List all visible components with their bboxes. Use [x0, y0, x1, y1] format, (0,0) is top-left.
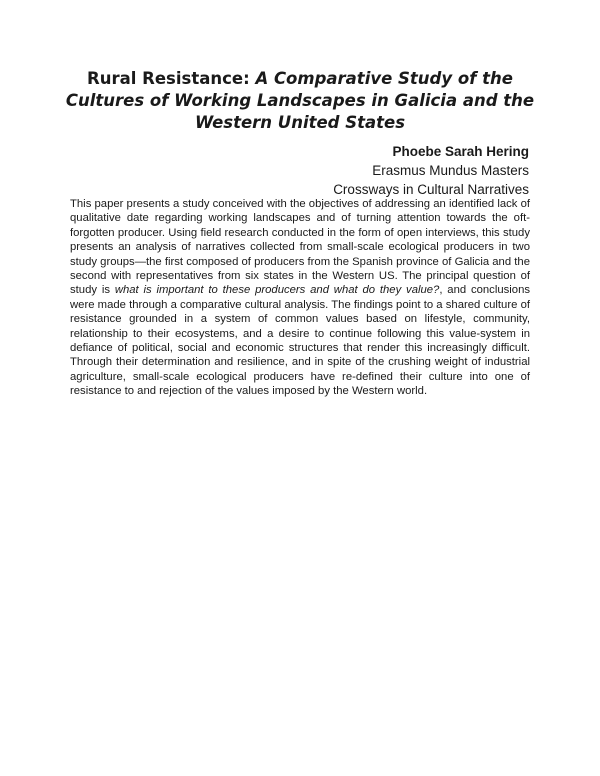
author-name: Phoebe Sarah Hering — [392, 144, 529, 159]
author-track: Crossways in Cultural Narratives — [333, 182, 529, 197]
abstract-paragraph — [70, 197, 530, 399]
abstract-research-question: what is important to these producers and what do they value? — [114, 284, 440, 297]
title-lead: Rural Resistance: — [87, 69, 256, 88]
author-block — [333, 142, 529, 199]
title-subtitle: A Comparative Study of the Cultures of Working Landscapes in Galicia and the Western United States — [65, 69, 535, 132]
abstract-text-part1: This paper presents a study conceived with the objectives of addressing an identified lack of qualitative date regarding working landscapes and of turning attention towards the oft-forgotten producer. Using field research conducted in the form of open interviews, this study presents an analysis of narratives collected from small-scale ecological producers in two study groups—the first composed of producers from the Spanish province of Galicia and the second with representatives from six states in the Western US. The principal question of study is — [70, 198, 530, 297]
author-program: Erasmus Mundus Masters — [372, 163, 529, 178]
paper-title — [60, 68, 540, 134]
abstract-text-part2: , and conclusions were made through a comparative cultural analysis. The findings point to a shared culture of resistance grounded in a system of common values based on lifestyle, community, relationship to their ecosystems, and a desire to continue following this value-system in defiance of political, social and economic structures that render this increasingly difficult. Through their determination and resilience, and in spite of the crushing weight of industrial agriculture, small-scale ecological producers have re-defined their culture into one of resistance to and rejection of the values imposed by the Western world. — [70, 284, 530, 398]
